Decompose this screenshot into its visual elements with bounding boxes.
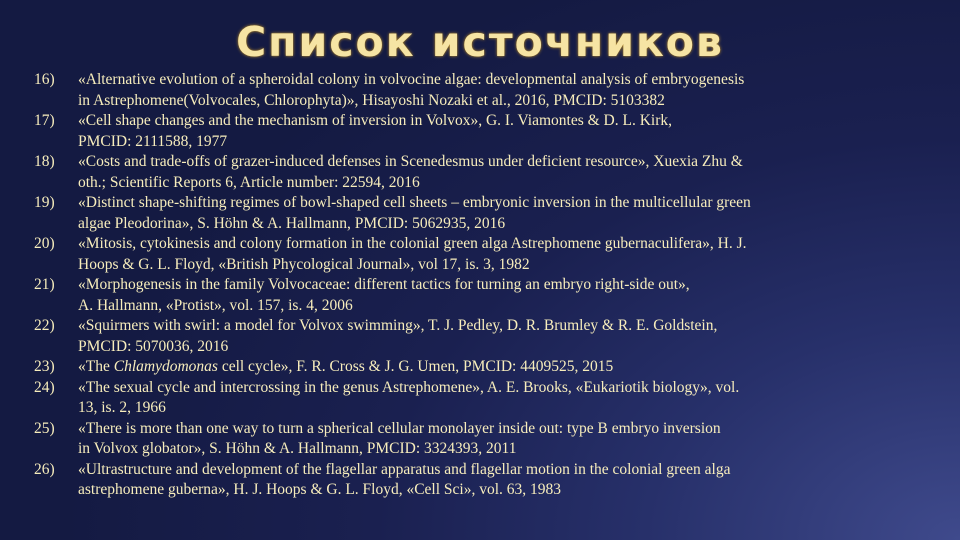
reference-line: in Astrephomene(Volvocales, Chlorophyta)», Hisayoshi Nozaki et al., 2016, PMCID: 5103382 — [78, 91, 665, 109]
reference-line: 13, is. 2, 1966 — [78, 399, 166, 416]
reference-text — [78, 111, 954, 152]
reference-line — [78, 357, 954, 378]
reference-text — [78, 70, 954, 111]
reference-text — [78, 152, 954, 193]
slide-title: Список источников — [236, 18, 724, 66]
reference-item — [34, 152, 954, 193]
reference-line: PMCID: 5070036, 2016 — [78, 337, 229, 355]
reference-text — [78, 234, 954, 275]
reference-line: A. Hallmann, «Protist», vol. 157, is. 4, 2006 — [78, 296, 353, 314]
reference-text — [78, 275, 954, 316]
reference-item — [34, 275, 954, 316]
reference-number: 20) — [34, 235, 55, 252]
reference-item — [34, 234, 954, 275]
reference-line: «Mitosis, cytokinesis and colony formation in the colonial green alga Astrephomene gubernaculifera», H. J. — [78, 235, 747, 252]
reference-line: «Morphogenesis in the family Volvocaceae: different tactics for turning an embryo right-side out», — [78, 276, 690, 293]
reference-number: 26) — [34, 460, 55, 478]
reference-italic-term: Chlamydomonas — [113, 358, 218, 375]
reference-line: astrephomene guberna», H. J. Hoops & G. L. Floyd, «Cell Sci», vol. 63, 1983 — [78, 481, 562, 498]
reference-text — [78, 460, 954, 501]
reference-text-prefix: «The — [78, 358, 114, 375]
reference-text — [78, 316, 954, 357]
reference-number: 24) — [34, 378, 55, 396]
reference-line: «Cell shape changes and the mechanism of inversion in Volvox», G. I. Viamontes & D. L. Kirk, — [78, 112, 673, 129]
reference-line: «Costs and trade-offs of grazer-induced defenses in Scenedesmus under deficient resource», Xuexia Zhu & — [78, 153, 743, 170]
reference-item — [34, 460, 954, 501]
reference-line: algae Pleodorina», S. Höhn & A. Hallmann, PMCID: 5062935, 2016 — [78, 214, 506, 232]
reference-item — [34, 419, 954, 460]
reference-line: «Alternative evolution of a spheroidal colony in volvocine algae: developmental analysis of embryogenesis — [78, 71, 745, 88]
reference-item — [34, 193, 954, 234]
reference-text — [78, 193, 954, 234]
reference-number: 16) — [34, 71, 55, 88]
reference-line: «Ultrastructure and development of the flagellar apparatus and flagellar motion in the colonial green alga — [78, 460, 731, 478]
reference-number: 23) — [34, 358, 55, 375]
reference-number: 17) — [34, 112, 55, 129]
reference-text — [78, 419, 954, 460]
reference-line: «There is more than one way to turn a spherical cellular monolayer inside out: type B embryo inversion — [78, 419, 721, 437]
reference-number: 19) — [34, 194, 55, 211]
reference-line: «The sexual cycle and intercrossing in the genus Astrephomene», A. E. Brooks, «Eukariotik biology», vol. — [78, 378, 740, 396]
reference-item — [34, 316, 954, 357]
reference-line: PMCID: 2111588, 1977 — [78, 132, 228, 150]
reference-item — [34, 357, 954, 378]
reference-text — [78, 357, 954, 378]
reference-list — [34, 70, 954, 501]
reference-line: Hoops & G. L. Floyd, «British Phycological Journal», vol 17, is. 3, 1982 — [78, 255, 530, 273]
reference-text-suffix: cell cycle», F. R. Cross & J. G. Umen, PMCID: 4409525, 2015 — [217, 358, 614, 375]
reference-number: 18) — [34, 153, 55, 170]
reference-text — [78, 378, 954, 419]
reference-item — [34, 111, 954, 152]
reference-line: in Volvox globator», S. Höhn & A. Hallmann, PMCID: 3324393, 2011 — [78, 440, 517, 457]
reference-item — [34, 378, 954, 419]
reference-line: oth.; Scientific Reports 6, Article number: 22594, 2016 — [78, 173, 420, 191]
reference-number: 25) — [34, 419, 55, 437]
reference-item — [34, 70, 954, 111]
reference-line: «Squirmers with swirl: a model for Volvox swimming», T. J. Pedley, D. R. Brumley & R. E. Goldstein, — [78, 317, 718, 334]
reference-number: 21) — [34, 276, 55, 293]
reference-line: «Distinct shape-shifting regimes of bowl-shaped cell sheets – embryonic inversion in the multicellular green — [78, 194, 751, 211]
reference-number: 22) — [34, 317, 55, 334]
